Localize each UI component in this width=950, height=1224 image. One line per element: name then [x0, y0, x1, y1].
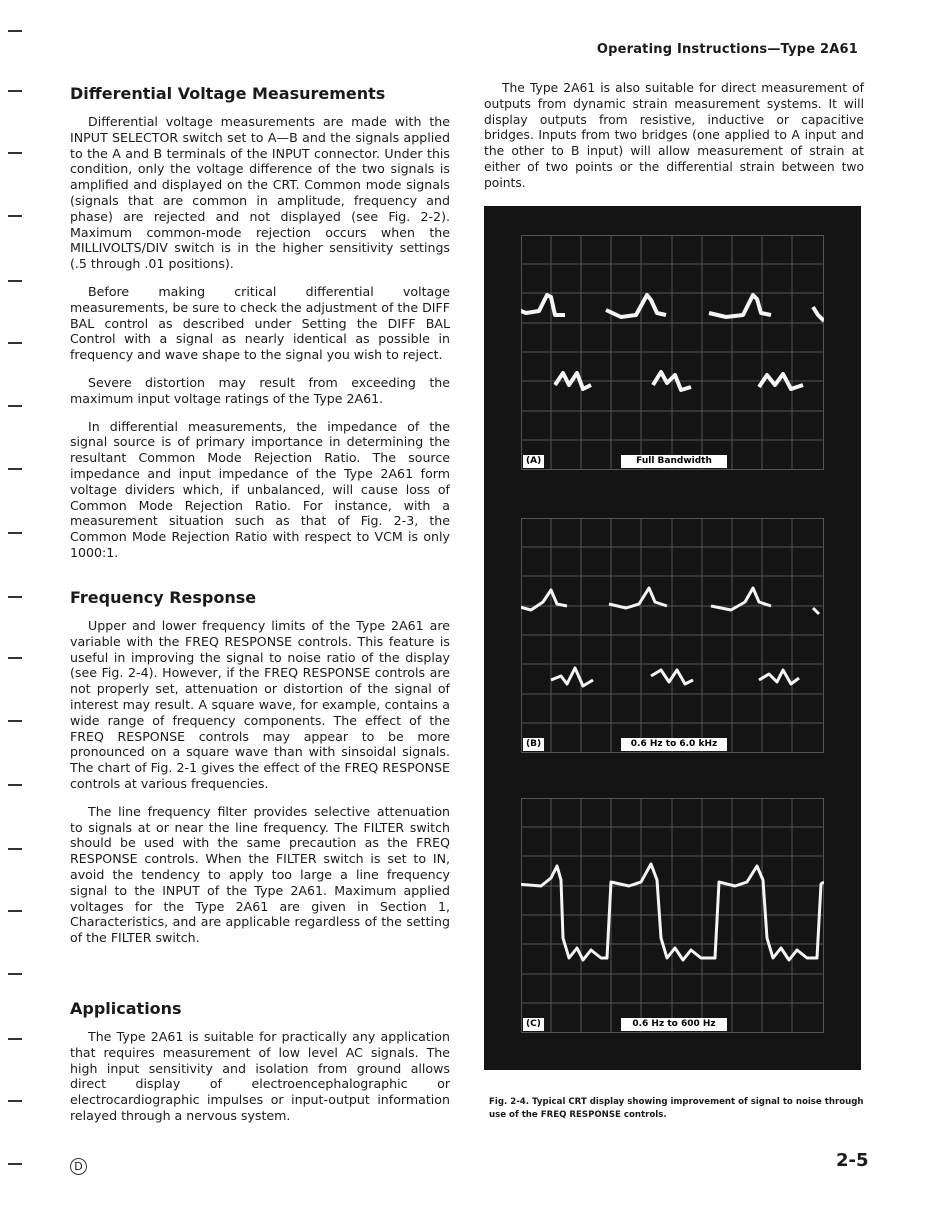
crt-panel-a	[521, 235, 824, 470]
page-number: 2-5	[836, 1150, 869, 1171]
panel-tag: (A)	[523, 455, 544, 468]
paragraph: In differential measurements, the impedance of the signal source is of primary importance in determining the resultant Common Mode Rejection Ratio. The source impedance and input impedance of the Type 2A61 form voltage dividers which, if unbalanced, will cause loss of Common Mode Rejection Ratio. For instance, with a measurement situation such as that of Fig. 2-3, the Common Mode Rejection Ratio with respect to VCM is only 1000:1.	[70, 418, 450, 560]
panel-bandwidth: Full Bandwidth	[621, 455, 727, 468]
panel-tag: (C)	[523, 1018, 544, 1031]
figure-caption: Fig. 2-4. Typical CRT display showing improvement of signal to noise through use of the FREQ RESPONSE controls.	[489, 1097, 864, 1120]
crt-panel-c	[521, 798, 824, 1033]
panel-tag: (B)	[523, 738, 544, 751]
margin-marks	[8, 0, 28, 1224]
section-differential	[70, 84, 450, 573]
crt-figure	[484, 206, 861, 1070]
paragraph: The Type 2A61 is also suitable for direct measurement of outputs from dynamic strain measurement systems. It will display outputs from resistive, inductive or capacitive bridges. Inputs from two bridges (one applied to A input and the other to B input) will allow measurement of strain at either of two points or the differential strain between two points.	[484, 81, 864, 190]
paragraph: Before making critical differential voltage measurements, be sure to check the adjustment of the DIFF BAL control as described under Setting the DIFF BAL Control with a signal as nearly identical as possible in frequency and wave shape to the signal you wish to reject.	[70, 283, 450, 363]
panel-bandwidth: 0.6 Hz to 600 Hz	[621, 1018, 727, 1031]
section-frequency-response	[70, 588, 450, 958]
paragraph: Upper and lower frequency limits of the Type 2A61 are variable with the FREQ RESPONSE controls. This feature is useful in improving the signal to noise ratio of the display (see Fig. 2-4). However, if the FREQ RESPONSE controls are not properly set, attenuation or distortion of the signal of interest may result. A square wave, for example, contains a wide range of frequency components. The effect of the FREQ RESPONSE controls may appear to be more pronounced on a square wave than with sinsoidal signals. The chart of Fig. 2-1 gives the effect of the FREQ RESPONSE controls at various frequencies.	[70, 618, 450, 791]
paragraph: Differential voltage measurements are made with the INPUT SELECTOR switch set to A—B and the signals applied to the A and B terminals of the INPUT connector. Under this condition, only the voltage difference of the two signals is amplified and displayed on the CRT. Common mode signals (signals that are common in amplitude, frequency and phase) are rejected and not displayed (see Fig. 2-2). Maximum common-mode rejection occurs when the MILLIVOLTS/DIV switch is in the higher sensitivity settings (.5 through .01 positions).	[70, 114, 450, 272]
right-column	[484, 81, 864, 204]
crt-trace-b	[521, 518, 824, 753]
section-applications	[70, 999, 450, 1136]
publisher-logo: D	[70, 1158, 87, 1175]
heading-frequency-response: Frequency Response	[70, 588, 257, 607]
paragraph: Severe distortion may result from exceeding the maximum input voltage ratings of the Type 2A61.	[70, 374, 450, 406]
crt-panel-b	[521, 518, 824, 753]
heading-applications: Applications	[70, 999, 182, 1018]
crt-trace-a	[521, 235, 824, 470]
paragraph: The line frequency filter provides selective attenuation to signals at or near the line frequency. The FILTER switch should be used with the same precaution as the FREQ RESPONSE controls. When the FILTER switch is set to IN, avoid the tendency to apply too large a line frequency signal to the INPUT of the Type 2A61. Maximum applied voltages for the Type 2A61 are given in Section 1, Characteristics, and are applicable regardless of the setting of the FILTER switch.	[70, 803, 450, 946]
running-header: Operating Instructions—Type 2A61	[596, 42, 858, 57]
crt-trace-c	[521, 798, 824, 1033]
panel-bandwidth: 0.6 Hz to 6.0 kHz	[621, 738, 727, 751]
heading-differential: Differential Voltage Measurements	[70, 84, 386, 103]
paragraph: The Type 2A61 is suitable for practically any application that requires measurement of low level AC signals. The high input sensitivity and isolation from ground allows direct display of electroencephalographic or electrocardiographic impulses or input-output information relayed through a nervous system.	[70, 1029, 450, 1123]
